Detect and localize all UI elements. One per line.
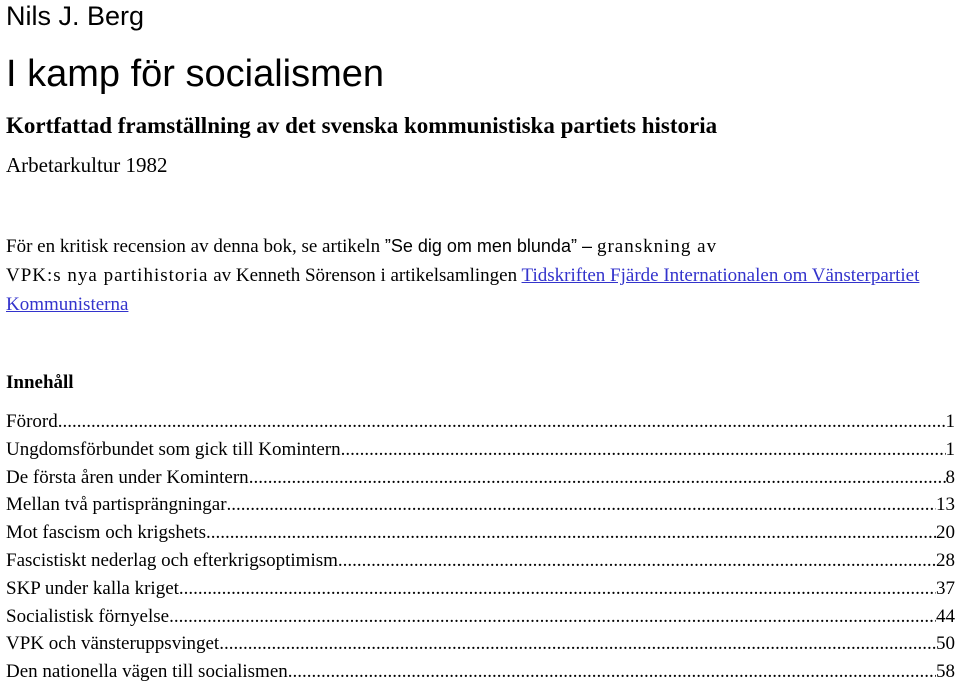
article-subtitle-part-2: VPK:s nya — [6, 265, 104, 286]
toc-entry-page: 50 — [936, 633, 955, 655]
toc-entry-page: 20 — [936, 522, 955, 544]
review-note-text: För en kritisk recension av denna bok, se artikeln — [6, 236, 385, 257]
toc-entry-page: 58 — [936, 661, 955, 683]
toc-entry-title: Mot fascism och krigshets — [6, 522, 207, 544]
toc-dot-leader — [341, 436, 946, 464]
toc-entry-title: Ungdomsförbundet som gick till Komintern — [6, 438, 341, 460]
author-name: Nils J. Berg — [6, 1, 145, 31]
review-note — [6, 232, 956, 319]
article-subtitle-part-3: partihistoria — [103, 265, 209, 286]
toc-entry-page: 8 — [945, 466, 955, 488]
toc-entry[interactable] — [6, 519, 955, 547]
toc-entry-page: 13 — [936, 494, 955, 516]
book-title: I kamp för socialismen — [6, 53, 385, 95]
toc-entry[interactable] — [6, 630, 955, 658]
toc-entry[interactable] — [6, 547, 955, 575]
toc-entry-title: Förord — [6, 411, 58, 432]
quote-mark-open: ” — [384, 236, 391, 256]
publisher-year: Arbetarkultur 1982 — [6, 153, 168, 177]
toc-entry-page: 1 — [945, 438, 955, 460]
toc-entry-page: 1 — [945, 411, 955, 432]
quoted-article-title: Se dig om men blunda — [390, 236, 571, 256]
toc-dot-leader — [227, 491, 936, 519]
toc-entry-title: SKP under kalla kriget — [6, 577, 179, 599]
toc-dot-leader — [206, 519, 936, 547]
collection-link[interactable]: Tidskriften Fjärde Internationalen om Vänsterpartiet Kommunisterna — [6, 265, 920, 315]
review-note-text-2: av Kenneth Sörenson i artikelsamlingen — [208, 265, 522, 286]
dash: – — [576, 236, 597, 256]
toc-entry[interactable] — [6, 658, 955, 686]
table-of-contents — [6, 408, 955, 686]
toc-dot-leader — [249, 464, 946, 492]
toc-dot-leader — [338, 547, 936, 575]
toc-entry-title: Mellan två partisprängningar — [6, 494, 227, 516]
toc-dot-leader — [58, 408, 946, 436]
toc-dot-leader — [288, 658, 936, 686]
toc-entry[interactable] — [6, 464, 955, 492]
toc-dot-leader — [179, 575, 936, 603]
book-subtitle: Kortfattad framställning av det svenska kommunistiska partiets historia — [6, 113, 718, 138]
toc-entry-title: Socialistisk förnyelse — [6, 605, 170, 627]
toc-entry-page: 37 — [936, 577, 955, 599]
article-subtitle-part: granskning av — [596, 236, 718, 257]
toc-entry-title: De första åren under Komintern — [6, 466, 249, 488]
toc-entry-title: Den nationella vägen till socialismen — [6, 661, 288, 683]
toc-entry[interactable] — [6, 436, 955, 464]
toc-entry[interactable] — [6, 575, 955, 603]
toc-heading: Innehåll — [6, 372, 74, 393]
toc-entry-page: 44 — [936, 605, 955, 627]
toc-entry-page: 28 — [936, 549, 955, 571]
quote-mark-close: ” — [570, 236, 577, 256]
toc-entry[interactable] — [6, 491, 955, 519]
toc-entry[interactable] — [6, 603, 955, 631]
toc-entry-title: VPK och vänsteruppsvinget — [6, 633, 220, 655]
toc-dot-leader — [219, 630, 936, 658]
toc-entry-title: Fascistiskt nederlag och efterkrigsoptimism — [6, 549, 338, 571]
toc-entry[interactable] — [6, 408, 955, 436]
toc-dot-leader — [169, 603, 936, 631]
